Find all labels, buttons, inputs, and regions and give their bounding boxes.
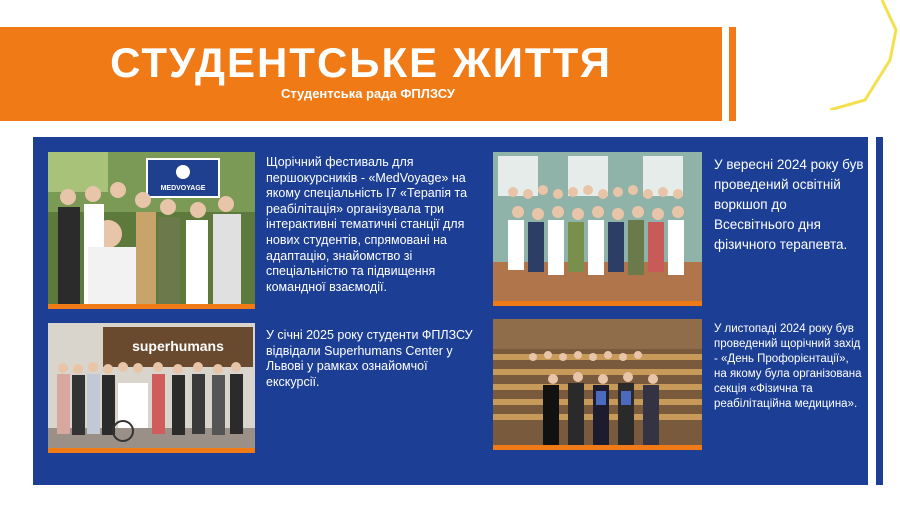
card-text-workshop: У вересні 2024 року був проведений освітній воркшоп до Всесвітнього дня фізичного терапевта. [714, 157, 864, 252]
superhumans-visit-photo [48, 323, 255, 453]
medvoyage-sign-text: MEDVOYAGE [160, 185, 206, 192]
superhumans-sign-text: superhumans [132, 338, 224, 354]
page-subtitle: Студентська рада ФПЛЗСУ [280, 86, 456, 101]
banner-accent-stripe [729, 27, 736, 121]
group-selfie-photo [48, 152, 255, 309]
panel-accent-stripe [876, 137, 883, 485]
card-text-career-day: У листопаді 2024 року був проведений щорічний захід - «День Профорієнтації», на якому була організована секція «Фізична та реабілітаційна медицина». [714, 323, 862, 410]
workshop-group-photo [493, 152, 702, 306]
card-text-medvoyage: Щорічний фестиваль для першокурсників - «MedVoyage» на якому спеціальність І7 «Терапія та реабілітація» організувала три інтерактивні тематичні станції для нових студентів, спрямовані на адаптацію, знайомство зі спеціальністю та підвищення командної взаємодії. [266, 155, 468, 294]
hexagon-decoration [790, 0, 900, 110]
career-day-photo [493, 319, 702, 450]
page-title: СТУДЕНТСЬКЕ ЖИТТЯ [110, 39, 612, 86]
card-text-superhumans: У січні 2025 року студенти ФПЛЗСУ відвідали Superhumans Center у Львові у рамках ознайомчої екскурсії. [266, 328, 473, 389]
